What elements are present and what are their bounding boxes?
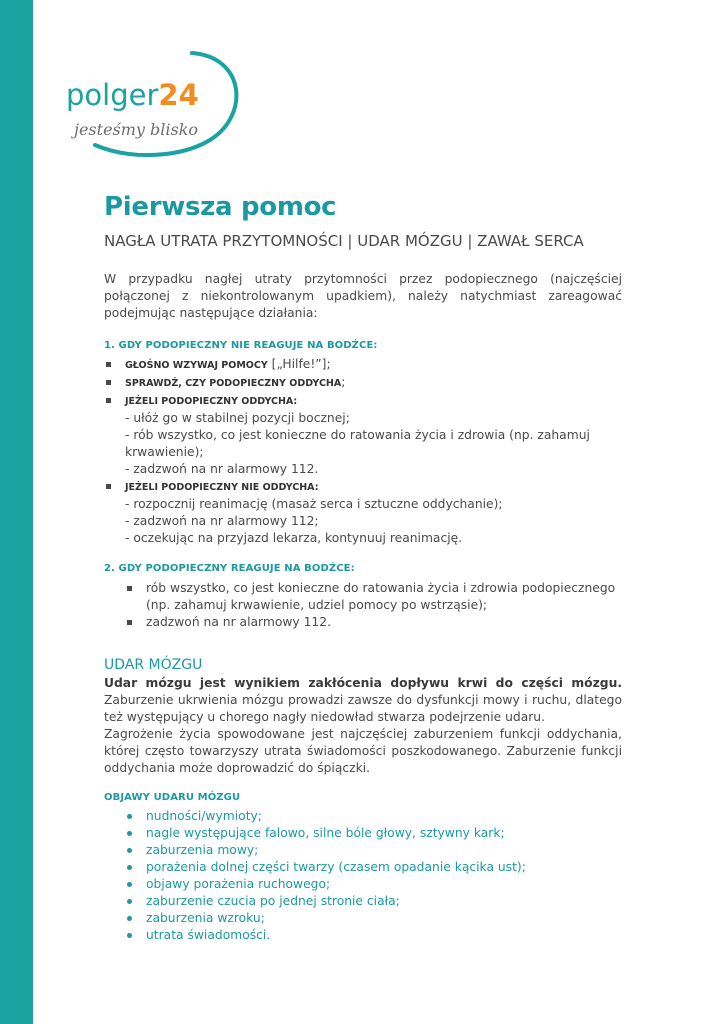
side-color-bar xyxy=(0,0,33,1024)
section2-heading: 2. GDY PODOPIECZNY REAGUJE NA BODŹCE: xyxy=(104,563,355,574)
section1-list xyxy=(104,356,622,547)
list-item: SPRAWDŹ, CZY PODOPIECZNY ODDYCHA; xyxy=(104,374,622,392)
intro-paragraph: W przypadku nagłej utraty przytomności przez podopiecznego (najczęściej połączonej z niekontrolowanym upadkiem), należy natychmiast zareagować podejmując następujące działania: xyxy=(104,272,622,320)
list-item: nudności/wymioty; xyxy=(124,808,622,825)
list-item: utrata świadomości. xyxy=(124,927,622,944)
logo-text: polger24 xyxy=(66,78,199,112)
stroke-paragraph-2: Zagrożenie życia spowodowane jest najczęściej zaburzeniem funkcji oddychania, której często towarzyszy utrata świadomości poszkodowanego. Zaburzenie funkcji oddychania może doprowadzić do śpiączki. xyxy=(104,727,622,775)
logo-tagline: jesteśmy blisko xyxy=(74,120,199,139)
page-subtitle: NAGŁA UTRATA PRZYTOMNOŚCI | UDAR MÓZGU | ZAWAŁ SERCA xyxy=(104,232,584,250)
stroke-section-title: UDAR MÓZGU xyxy=(104,657,203,673)
symptoms-list xyxy=(124,808,622,944)
list-item: zaburzenia mowy; xyxy=(124,842,622,859)
page-title: Pierwsza pomoc xyxy=(104,192,337,222)
list-item: JEŻELI PODOPIECZNY NIE ODDYCHA: - rozpocznij reanimację (masaż serca i sztuczne oddychanie); - zadzwoń na nr alarmowy 112; - oczekując na przyjazd lekarza, kontynuuj reanimację. xyxy=(104,478,622,547)
list-item: zaburzenia wzroku; xyxy=(124,910,622,927)
list-item: zadzwoń na nr alarmowy 112. xyxy=(124,614,622,631)
list-item: nagle występujące falowo, silne bóle głowy, sztywny kark; xyxy=(124,825,622,842)
list-item: rób wszystko, co jest konieczne do ratowania życia i zdrowia podopiecznego (np. zahamuj krwawienie, udziel pomocy po wstrząsie); xyxy=(124,580,622,614)
stroke-paragraph-1: Udar mózgu jest wynikiem zakłócenia dopływu krwi do części mózgu. Zaburzenie ukrwienia mózgu prowadzi zawsze do dysfunkcji mowy i ruchu, dlatego też występujący u chorego nagły niedowład stwarza podejrzenie udaru. xyxy=(104,676,622,724)
symptoms-heading: OBJAWY UDARU MÓZGU xyxy=(104,792,241,803)
list-item: porażenia dolnej części twarzy (czasem opadanie kącika ust); xyxy=(124,859,622,876)
section2-list xyxy=(124,580,622,631)
list-item: GŁOŚNO WZYWAJ POMOCY [„Hilfe!”]; xyxy=(104,356,622,374)
section1-heading: 1. GDY PODOPIECZNY NIE REAGUJE NA BODŹCE: xyxy=(104,340,378,351)
polger24-logo xyxy=(60,45,250,165)
list-item: JEŻELI PODOPIECZNY ODDYCHA: - ułóż go w stabilnej pozycji bocznej; - rób wszystko, co jest konieczne do ratowania życia i zdrowia (np. zahamuj krwawienie); - zadzwoń na nr alarmowy 112. xyxy=(104,392,622,478)
document-body xyxy=(104,188,622,944)
list-item: zaburzenie czucia po jednej stronie ciała; xyxy=(124,893,622,910)
list-item: objawy porażenia ruchowego; xyxy=(124,876,622,893)
